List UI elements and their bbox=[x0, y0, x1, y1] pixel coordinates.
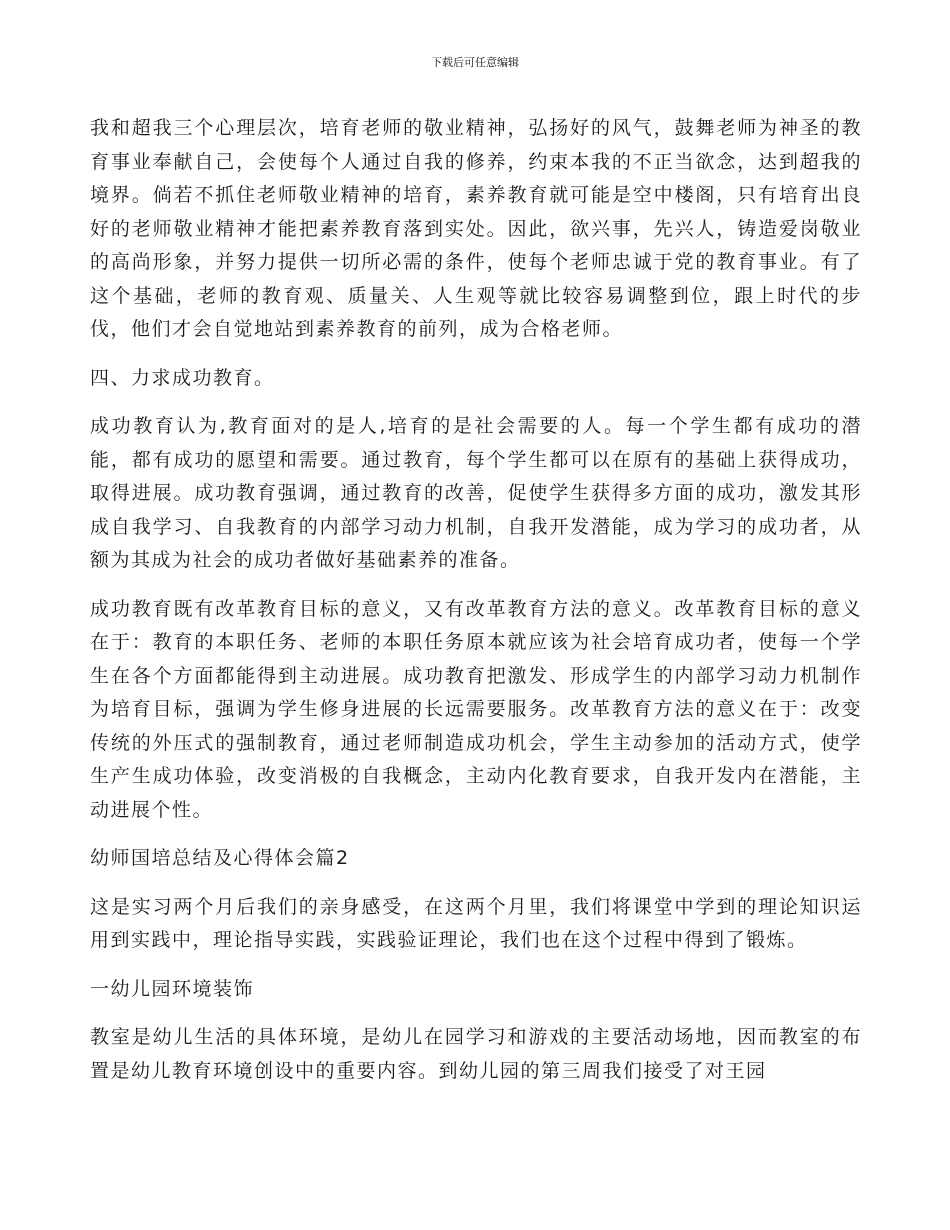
paragraph-internship-intro: 这是实习两个月后我们的亲身感受，在这两个月里，我们将课堂中学到的理论知识运用到实践中，理论指导实践，实践验证理论，我们也在这个过程中得到了锻炼。 bbox=[90, 895, 862, 951]
article-title-part-2: 幼师国培总结及心得体会篇2 bbox=[90, 847, 350, 869]
document-body bbox=[90, 112, 862, 1088]
section-heading-success-education: 四、力求成功教育。 bbox=[90, 366, 275, 389]
page-header: 下载后可任意编辑 bbox=[431, 56, 519, 69]
paragraph-success-education: 成功教育认为,教育面对的是人,培育的是社会需要的人。每一个学生都有成功的潜能，都有成功的愿望和需要。通过教育，每个学生都可以在原有的基础上获得成功，取得进展。成功教育强调，通过教育的改善，促使学生获得多方面的成功，激发其形成自我学习、自我教育的内部学习动力机制，自我开发潜能，成为学习的成功者，从额为其成为社会的成功者做好基础素养的准备。 bbox=[90, 415, 862, 571]
section-heading-kindergarten-environment: 一幼儿园环境装饰 bbox=[90, 977, 255, 1000]
paragraph-classroom-environment: 教室是幼儿生活的具体环境，是幼儿在园学习和游戏的主要活动场地，因而教室的布置是幼儿教育环境创设中的重要内容。到幼儿园的第三周我们接受了对王园 bbox=[90, 1026, 862, 1082]
paragraph-teacher-dedication: 我和超我三个心理层次，培育老师的敬业精神，弘扬好的风气，鼓舞老师为神圣的教育事业奉献自己，会使每个人通过自我的修养，约束本我的不正当欲念，达到超我的境界。倘若不抓住老师敬业精神的培育，素养教育就可能是空中楼阁，只有培育出良好的老师敬业精神才能把素养教育落到实处。因此，欲兴事，先兴人，铸造爱岗敬业的高尚形象，并努力提供一切所必需的条件，使每个老师忠诚于党的教育事业。有了这个基础，老师的教育观、质量关、人生观等就比较容易调整到位，跟上时代的步伐，他们才会自觉地站到素养教育的前列，成为合格老师。 bbox=[90, 117, 862, 340]
paragraph-success-education-meaning: 成功教育既有改革教育目标的意义，又有改革教育方法的意义。改革教育目标的意义在于：教育的本职任务、老师的本职任务原本就应该为社会培育成功者，使每一个学生在各个方面都能得到主动进展。成功教育把激发、形成学生的内部学习动力机制作为培育目标，强调为学生修身进展的长远需要服务。改革教育方法的意义在于：改变传统的外压式的强制教育，通过老师制造成功机会，学生主动参加的活动方式，使学生产生成功体验，改变消极的自我概念，主动内化教育要求，自我开发内在潜能，主动进展个性。 bbox=[90, 597, 862, 821]
